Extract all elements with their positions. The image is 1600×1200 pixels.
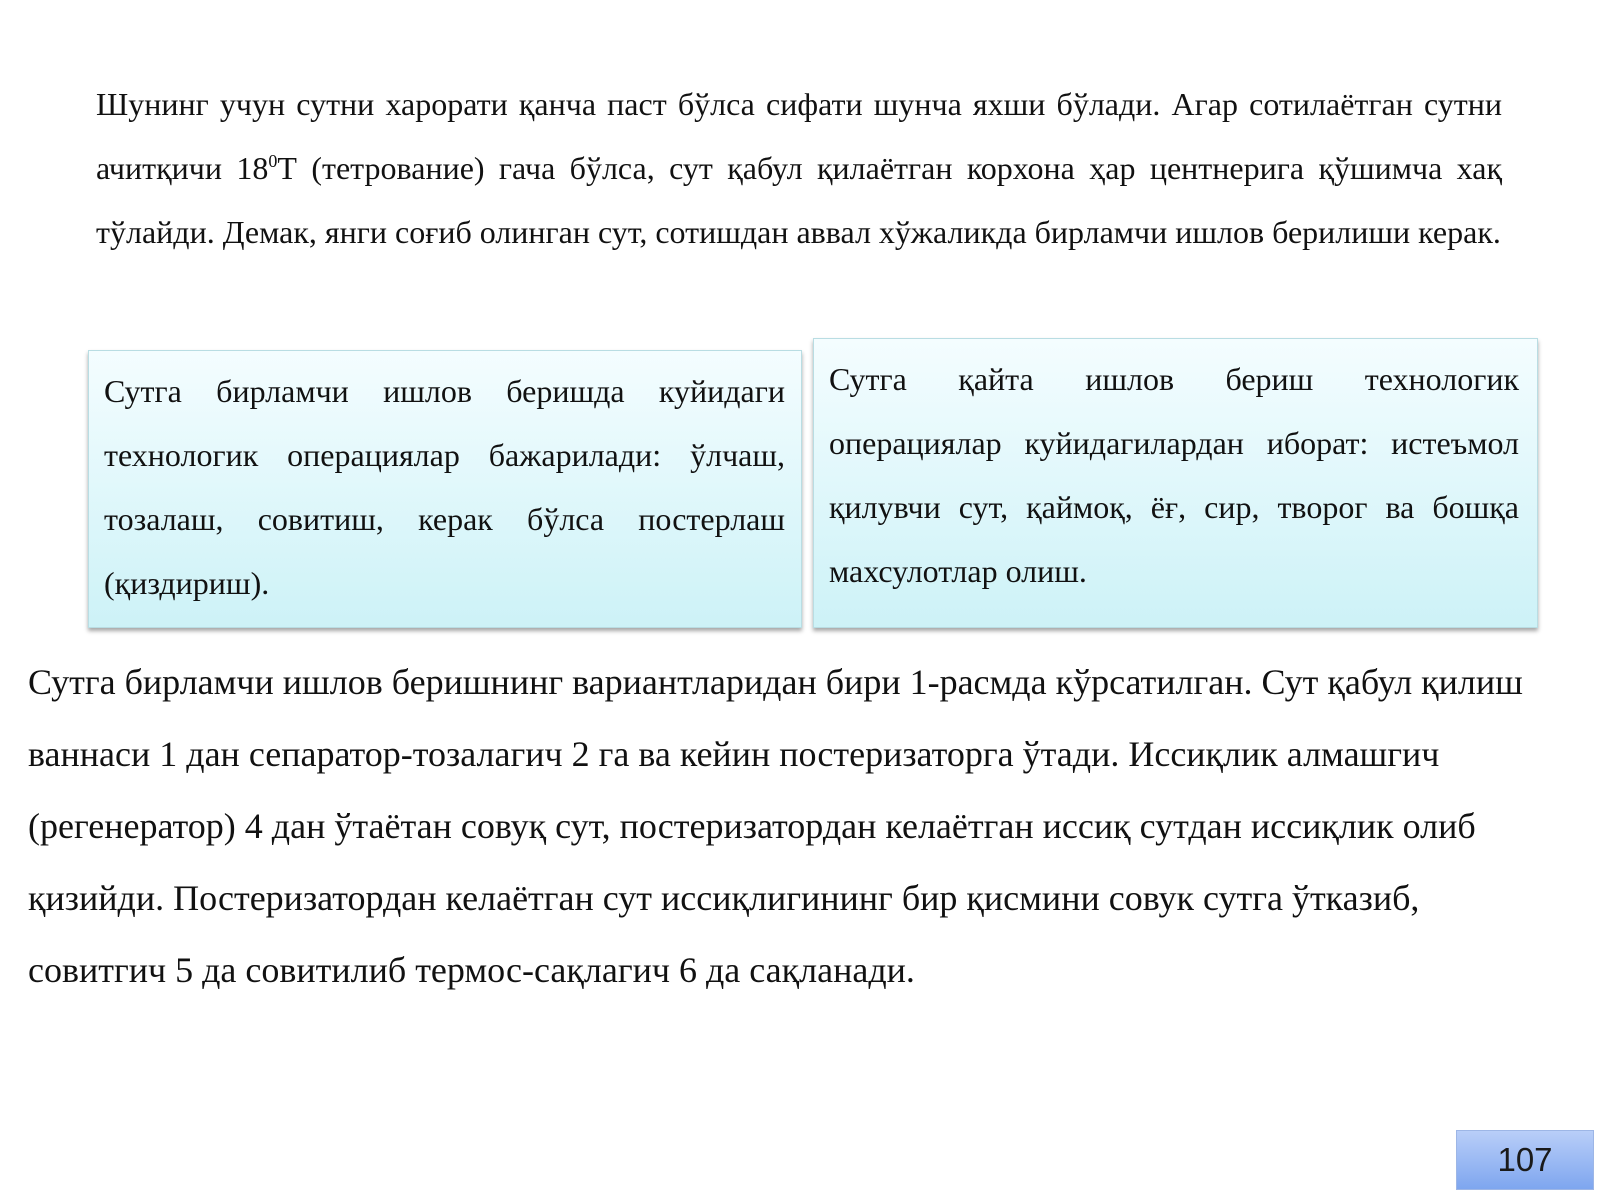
page-number-badge xyxy=(1456,1130,1594,1190)
main-paragraph: Сутга бирламчи ишлов беришнинг вариантларидан бири 1-расмда кўрсатилган. Сут қабул қилиш ваннаси 1 дан сепаратор-тозалагич 2 га ва кейин постеризаторга ўтади. Иссиқлик алмашгич (регенератор) 4 дан ўтаётан совуқ сут, постеризатордан келаётган иссиқ сутдан иссиқлик олиб қизийди. Постеризатордан келаётган сут иссиқлигининг бир қисмини совук сутга ўтказиб, совитгич 5 да совитилиб термос-сақлагич 6 да сақланади. xyxy=(28,662,1523,990)
primary-processing-box xyxy=(88,350,802,628)
page-number: 107 xyxy=(1497,1141,1553,1178)
intro-superscript: 0 xyxy=(268,151,278,171)
primary-processing-text: Сутга бирламчи ишлов беришда куйидаги технологик операциялар бажарилади: ўлчаш, тозалаш, совитиш, керак бўлса постерлаш (қиздириш). xyxy=(104,373,785,601)
secondary-processing-text: Сутга қайта ишлов бериш технологик операциялар куйидагилардан иборат: истеъмол қилувчи сут, қаймоқ, ёғ, сир, творог ва бошқа махсулотлар олиш. xyxy=(829,361,1519,589)
intro-text-part2: Т (тетрование) гача бўлса, сут қабул қилаётган корхона ҳар центнерига қўшимча хақ тўлайди. Демак, янги соғиб олинган сут, сотишдан аввал хўжаликда бирламчи ишлов берилиши керак. xyxy=(96,150,1503,250)
intro-paragraph xyxy=(96,72,1502,264)
secondary-processing-box xyxy=(813,338,1538,628)
intro-text-part1: Шунинг учун сутни харорати қанча паст бўлса сифати шунча яхши бўлади. Агар сотилаётган сутни ачитқичи 18 xyxy=(96,86,1502,186)
